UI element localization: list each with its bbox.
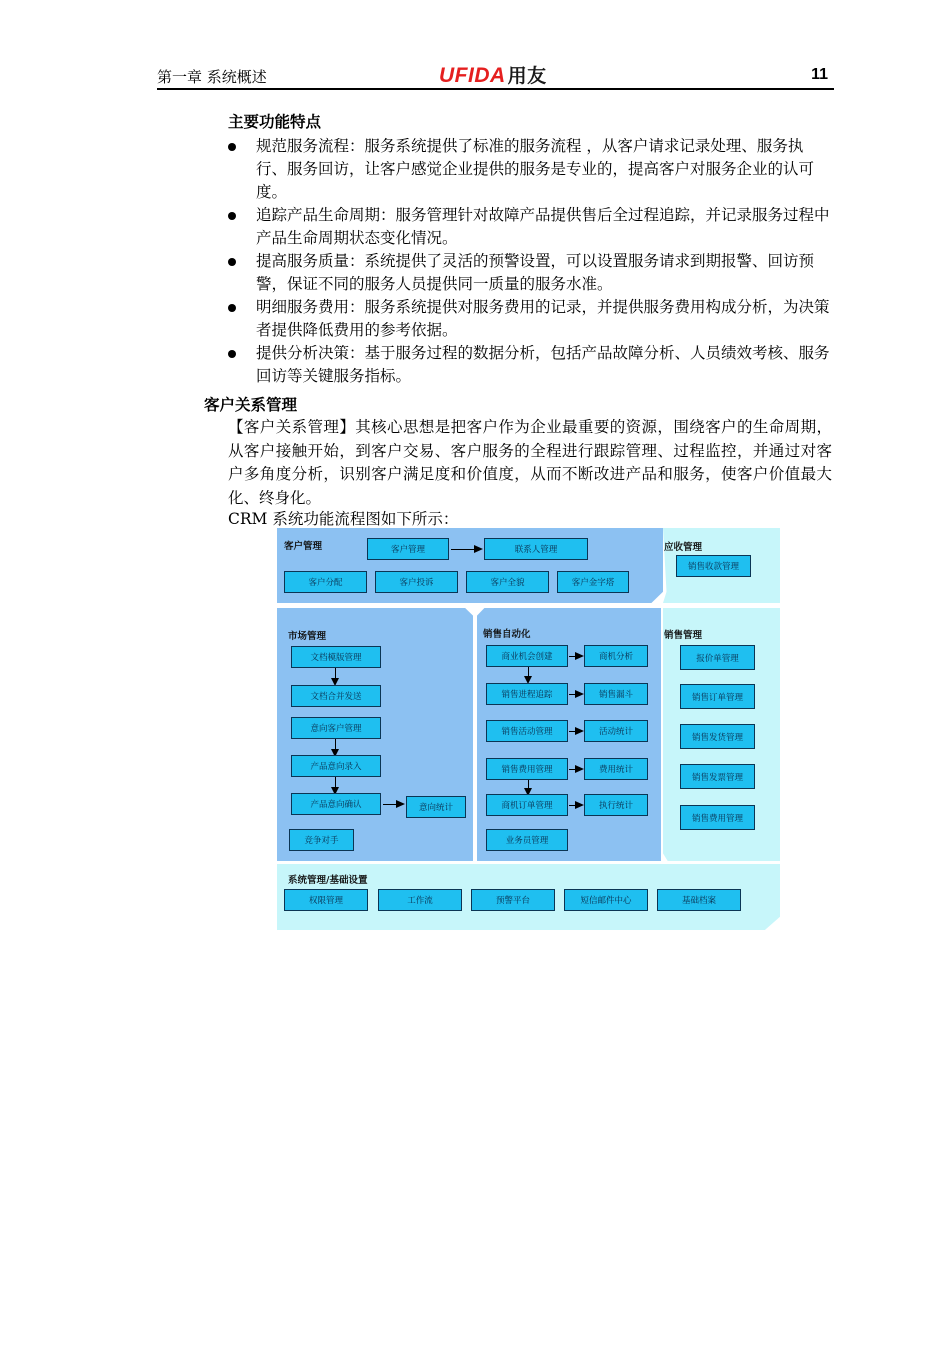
page-number: 11: [811, 66, 828, 83]
panel-title-sales: 销售管理: [664, 630, 703, 641]
chapter-title: 第一章 系统概述: [157, 68, 267, 86]
box-execution-stats: 执行统计: [584, 794, 648, 816]
brand-logo: [439, 61, 547, 88]
box-opportunity-order: 商机订单管理: [486, 794, 568, 816]
feature-text: 规范服务流程：服务系统提供了标准的服务流程 ，从客户请求记录处理、服务执行、服务回访，让客户感觉企业提供的服务是专业的，提高客户对服务企业的认可度。: [256, 137, 815, 201]
arrow-down-icon: [528, 780, 529, 794]
crm-paragraph: 【客户关系管理】其核心思想是把客户作为企业最重要的资源，围绕客户的生命周期，从客户接触开始，到客户交易、客户服务的全程进行跟踪管理、过程监控，并通过对客户多角度分析，识别客户满足度和价值度，从而不断改进产品和服务，使客户价值最大化、终身化。: [228, 418, 832, 507]
arrow-right-icon: [569, 694, 582, 695]
feature-item: [228, 296, 834, 342]
panel-title-marketing: 市场管理: [288, 631, 327, 642]
box-intent-customer: 意向客户管理: [291, 717, 381, 739]
box-sales-progress: 销售进程追踪: [486, 683, 568, 705]
arrow-down-icon: [528, 667, 529, 682]
arrow-right-icon: [569, 769, 582, 770]
box-customer-complaint: 客户投诉: [375, 571, 458, 593]
arrow-right-icon: [569, 656, 582, 657]
features-list: [228, 135, 834, 388]
box-quote-mgmt: 报价单管理: [680, 645, 755, 670]
box-sales-receipt: 销售收款管理: [676, 555, 751, 577]
bullet-icon: [228, 350, 236, 358]
feature-item: [228, 204, 834, 250]
feature-text: 提供分析决策：基于服务过程的数据分析，包括产品故障分析、人员绩效考核、服务回访等关键服务指标。: [256, 344, 830, 385]
panel-title-sfa: 销售自动化: [483, 629, 531, 640]
arrow-down-icon: [335, 777, 336, 793]
box-sales-delivery: 销售发货管理: [680, 724, 755, 749]
brand-logo-cn: 用友: [507, 66, 547, 87]
bullet-icon: [228, 258, 236, 266]
feature-item: [228, 135, 834, 204]
panel-title-receivables: 应收管理: [664, 542, 703, 553]
box-customer-assign: 客户分配: [284, 571, 367, 593]
feature-text: 明细服务费用：服务系统提供对服务费用的记录，并提供服务费用构成分析，为决策者提供降低费用的参考依据。: [256, 298, 830, 339]
box-opportunity-analysis: 商机分析: [584, 645, 648, 667]
box-sales-expense: 销售费用管理: [486, 758, 568, 780]
feature-text: 提高服务质量：系统提供了灵活的预警设置，可以设置服务请求到期报警、回访预警，保证不同的服务人员提供同一质量的服务水准。: [256, 252, 815, 293]
box-salesperson-mgmt: 业务员管理: [486, 829, 568, 851]
panel-title-customer: 客户管理: [284, 541, 323, 552]
box-permission: 权限管理: [284, 889, 368, 911]
box-sms-email: 短信邮件中心: [564, 889, 648, 911]
box-sales-activity: 销售活动管理: [486, 720, 568, 742]
arrow-right-icon: [383, 804, 403, 805]
box-product-intent-entry: 产品意向录入: [291, 755, 381, 777]
arrow-down-icon: [335, 739, 336, 755]
page-header: [157, 62, 834, 88]
box-sales-order: 销售订单管理: [680, 684, 755, 709]
arrow-down-icon: [335, 668, 336, 684]
box-activity-stats: 活动统计: [584, 720, 648, 742]
box-base-archive: 基础档案: [657, 889, 741, 911]
feature-text: 追踪产品生命周期：服务管理针对故障产品提供售后全过程追踪，并记录服务过程中产品生命周期状态变化情况。: [256, 206, 830, 247]
diagram-caption: CRM 系统功能流程图如下所示：: [228, 510, 459, 528]
bullet-icon: [228, 304, 236, 312]
features-title: 主要功能特点: [228, 113, 322, 131]
box-customer-mgmt: 客户管理: [367, 538, 449, 560]
box-sales-funnel: 销售漏斗: [584, 683, 648, 705]
box-doc-merge: 文档合并发送: [291, 685, 381, 707]
box-contact-mgmt: 联系人管理: [484, 538, 588, 560]
arrow-right-icon: [569, 731, 582, 732]
box-expense-stats: 费用统计: [584, 758, 648, 780]
box-doc-template: 文档模版管理: [291, 646, 381, 668]
arrow-right-icon: [451, 549, 481, 550]
crm-flow-diagram: [277, 528, 780, 930]
box-opportunity-create: 商业机会创建: [486, 645, 568, 667]
box-customer-pyramid: 客户金字塔: [557, 571, 629, 593]
feature-item: [228, 342, 834, 388]
box-sales-invoice: 销售发票管理: [680, 764, 755, 789]
arrow-right-icon: [569, 805, 582, 806]
crm-title: 客户关系管理: [204, 396, 298, 414]
bullet-icon: [228, 143, 236, 151]
box-competitors: 竞争对手: [289, 829, 354, 851]
feature-item: [228, 250, 834, 296]
box-product-intent-confirm: 产品意向确认: [291, 793, 381, 815]
brand-logo-en: UFIDA: [439, 64, 506, 87]
panel-title-system: 系统管理/基础设置: [288, 875, 368, 886]
box-intent-stats: 意向统计: [406, 796, 466, 818]
header-rule: [157, 88, 834, 90]
box-workflow: 工作流: [378, 889, 462, 911]
bullet-icon: [228, 212, 236, 220]
box-alert-platform: 预警平台: [471, 889, 555, 911]
box-sales-expense-mgmt: 销售费用管理: [680, 805, 755, 830]
box-customer-overview: 客户全貌: [466, 571, 549, 593]
